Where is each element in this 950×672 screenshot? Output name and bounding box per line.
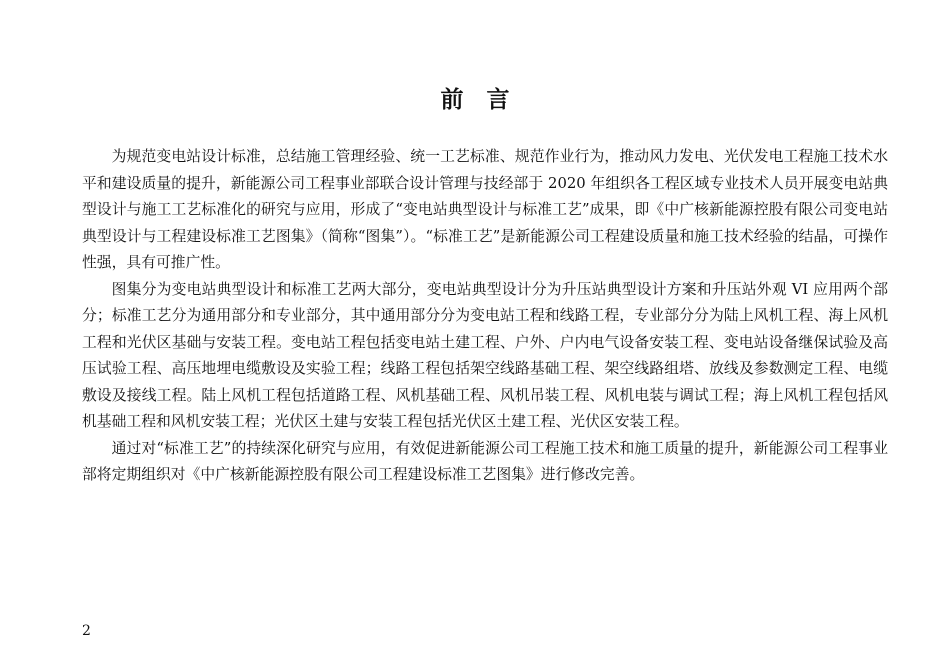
paragraph-2: 图集分为变电站典型设计和标准工艺两大部分，变电站典型设计分为升压站典型设计方案和升压站外观 VI 应用两个部分；标准工艺分为通用部分和专业部分，其中通用部分分为变电站工程和线路工程，专业部分分为陆上风机工程、海上风机工程和光伏区基础与安装工程。变电站工程包括变电站土建工程、户外、户内电气设备安装工程、变电站设备继保试验及高压试验工程、高压地埋电缆敷设及实验工程；线路工程包括架空线路基础工程、架空线路组塔、放线及参数测定工程、电缆敷设及接线工程。陆上风机工程包括道路工程、风机基础工程、风机吊装工程、风机电装与调试工程；海上风机工程包括风机基础工程和风机安装工程；光伏区土建与安装工程包括光伏区土建工程、光伏区安装工程。 [82,280,888,430]
paragraph-3: 通过对“标准工艺”的持续深化研究与应用，有效促进新能源公司工程施工技术和施工质量的提升，新能源公司工程事业部将定期组织对《中广核新能源控股有限公司工程建设标准工艺图集》进行修改完善。 [82,439,888,483]
preface-body [82,144,888,489]
page-number: 2 [82,623,91,639]
page-title: 前 言 [440,86,510,113]
paragraph-1: 为规范变电站设计标准，总结施工管理经验、统一工艺标准、规范作业行为，推动风力发电、光伏发电工程施工技术水平和建设质量的提升，新能源公司工程事业部联合设计管理与技经部于 2020 年组织各工程区域专业技术人员开展变电站典型设计与施工工艺标准化的研究与应用，形成了“变电站典型设计与标准工艺”成果，即《中广核新能源控股有限公司变电站典型设计与工程建设标准工艺图集》（简称“图集”）。“标准工艺”是新能源公司工程建设质量和施工技术经验的结晶，可操作性强，具有可推广性。 [82,148,888,271]
